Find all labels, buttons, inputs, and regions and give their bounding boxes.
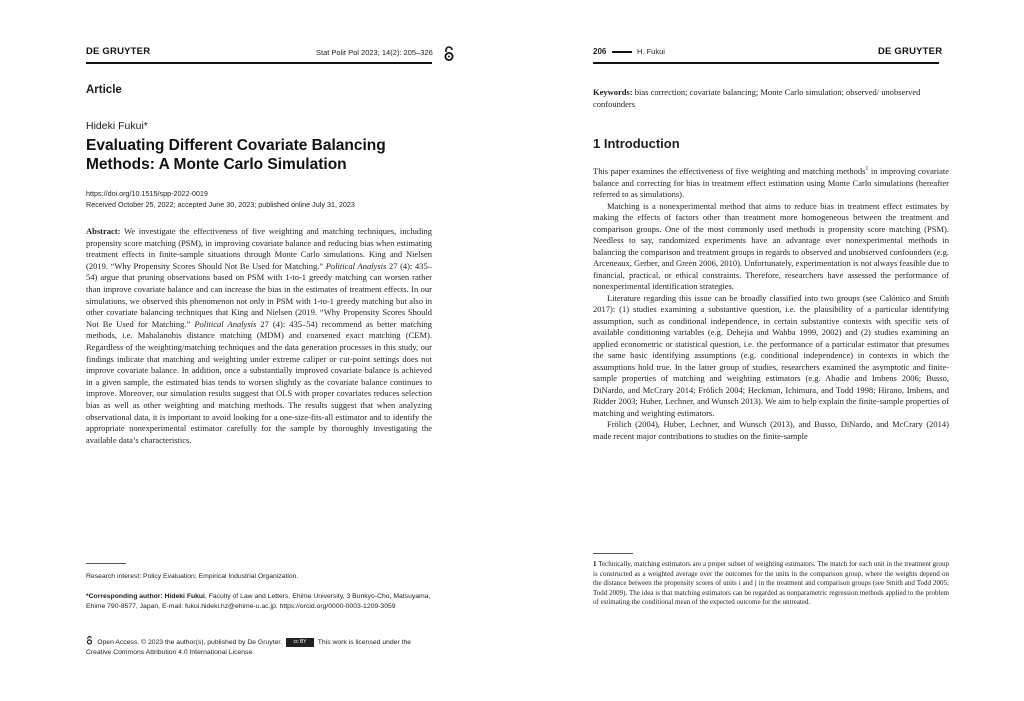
article-type-label: Article [86,84,122,96]
paragraph-2: Matching is a nonexperimental method that aims to reduce bias in treatment effect estimates by making the effects of factors other than treatment more homogeneous between the treatment and comparison groups. One of the most commonly used methods is propensity score matching (PSM). Needless to say, randomized experiments have an advantage over nonexperimental methods in balancing the comparison and treatment groups in regards to observed and unobserved confounders (e.g. Arceneaux, Gerber, and Green 2006, 2010). Unfortunately, experimentation is not always feasible due to financial, practical, or ethical constraints. Therefore, researchers have assessed the performance of nonexperimental identification strategies. [593,200,949,291]
abstract-label: Abstract: [86,226,121,236]
author-name: Hideki Fukui* [86,120,148,132]
publication-dates: Received October 25, 2022; accepted June 30, 2023; published online July 31, 2023 [86,200,355,209]
journal-info: Stat Polit Pol 2023; 14(2): 205–326 [316,48,433,57]
corresponding-author [86,592,436,611]
open-access-small-icon [86,637,95,646]
body-text [593,166,949,442]
paragraph-1-text-b: in improving covariate balance and correcting for bias in treatment effect estimation using Monte Carlo simulations (hereafter referred to as simulations). [593,166,949,199]
publisher-name: DE GRUYTER [86,46,151,57]
footnote-rule [593,553,633,554]
abstract-journal-1: Political Analysis [325,260,387,271]
header-rule [86,62,432,64]
publisher-name: DE GRUYTER [878,46,943,57]
keywords-label: Keywords: [593,87,633,97]
page-number: 206 [593,47,607,56]
section-heading: 1 Introduction [593,136,680,151]
article-title: Evaluating Different Covariate Balancing Methods: A Monte Carlo Simulation [86,137,386,173]
abstract [86,226,432,446]
header-dash [612,51,632,53]
cc-by-badge[interactable]: cc BY [286,638,314,647]
keywords [593,87,943,110]
paragraph-1-text-a: This paper examines the effectiveness of five weighting and matching methods [593,166,866,176]
corresponding-author-label: *Corresponding author: Hideki Fukui [86,593,205,600]
footnote-marker[interactable]: 1 [865,166,869,173]
abstract-journal-2: Political Analysis [194,318,257,329]
footnote-rule [86,563,126,564]
doi-link[interactable]: https://doi.org/10.1515/spp-2022-0019 [86,189,208,198]
license-text-2: This work is licensed under the Creative Commons Attribution 4.0 International License. [86,639,412,656]
header-rule [593,62,939,64]
right-page [512,0,1024,701]
footnote [593,560,949,608]
footnote-number: 1 [593,560,597,568]
paragraph-4: Frölich (2004), Huber, Lechner, and Wunsch (2013), and Busso, DiNardo, and McCrary (2014) made recent major contributions to studies on the finite-sample [593,419,949,441]
license-statement [86,636,436,657]
paragraph-1 [593,166,949,201]
research-interest: Research interest: Policy Evaluation; Empirical Industrial Organization. [86,573,299,580]
open-access-icon [443,46,455,65]
footnote-text: Technically, matching estimators are a proper subset of weighting estimators. The match for each unit in the treatment group is constructed as a weighted average over the outcomes for the units in the comparison group, where the weights depend on the distance between the propensity scores of units i and j in the treatment and comparison groups (see Smith and Todd 2005; Todd 2009). The idea is that matching estimators can be regarded as nonparametric regression methods applied to the problem of estimating the conditional mean of the expected outcome for the untreated. [593,560,949,607]
abstract-text-1: We investigate the effectiveness of five weighting and matching techniques, including propensity score matching (PSM), in improving covariate balance and reducing bias when estimating treatment effects in finite-sample situations through Monte Carlo simulations. King and Nielsen (2019. “Why Propensity Scores Should Not Be Used for Matching.” [86,226,432,271]
running-author: H. Fukui [637,47,665,56]
corresponding-author-details: , Faculty of Law and Letters, Ehime University, 3 Bunkyo-Cho, Matsuyama, Ehime 790-8577, Japan, E-mail: fukui.hideki.hz@ehime-u.ac.jp. https://orcid.org/0000-0003-1209-3059 [86,593,431,610]
keywords-text: bias correction; covariate balancing; Monte Carlo simulation; observed/ unobserved confounders [593,87,921,109]
paragraph-3: Literature regarding this issue can be broadly classified into two groups (see Calónico and Smith 2017): (1) studies examining a substantive question, i.e. the plausibility of a particular identifying assumption, such as conditional independence, in certain substantive contexts with specific sets of available conditioning variables (e.g. Dehejia and Wahba 1999, 2002) and (2) studies examining an applied econometric or statistical question, i.e. the performance of a particular estimator that presumes the same basic identifying assumptions (e.g. conditional independence) in contexts in which the assumptions hold true. In the latter group of studies, researchers examined the asymptotic and finite-sample properties of matching and weighting estimators (e.g. Abadie and Imbens 2006; Busso, DiNardo, and McCrary 2014; Frölich 2004; Heckman, Ichimura, and Todd 1998; Hirano, Imbens, and Ridder 2003; Huber, Lechner, and Wunsch 2013). We aim to help explain the finite-sample properties of matching and weighting estimators. [593,292,949,418]
license-text-1: Open Access. © 2023 the author(s), published by De Gruyter. [97,639,283,646]
abstract-text-3: 27 (4): 435–54) recommend as better matching methods, i.e. Mahalanobis distance matching (MDM) and coarsened exact matching (CEM). Regardless of the weighting/matching techniques and the data generation processes in this study, our findings indicate that matching and weighting under extreme caliper or cut-point settings does not improve covariate balance. In addition, once a substantially improved covariate balance is achieved in a given sample, the estimated bias tends to worsen slightly as the covariate balance continues to improve. Moreover, our simulation results suggest that OLS with proper covariates reduces selection bias as well as other weighting and matching methods. The results suggest that when analyzing observational data, it is important to avoid looking for a one-size-fits-all estimator and to identify the appropriate nonexperimental estimator carefully for the sample by thoroughly investigating the available data’s characteristics. [86,318,432,445]
abstract-text-2: 27 (4): 435–54) argue that pruning observations based on PSM with 1-to-1 greedy matching can worsen rather than improve covariate balance and can increase the bias in the estimates of treatment effects. In our simulations, we observed this phenomenon not only in PSM with 1-to-1 greedy matching but also in other covariate balancing techniques that King and Nielsen (2019. “Why Propensity Scores Should Not Be Used for Matching.” [86,260,432,329]
